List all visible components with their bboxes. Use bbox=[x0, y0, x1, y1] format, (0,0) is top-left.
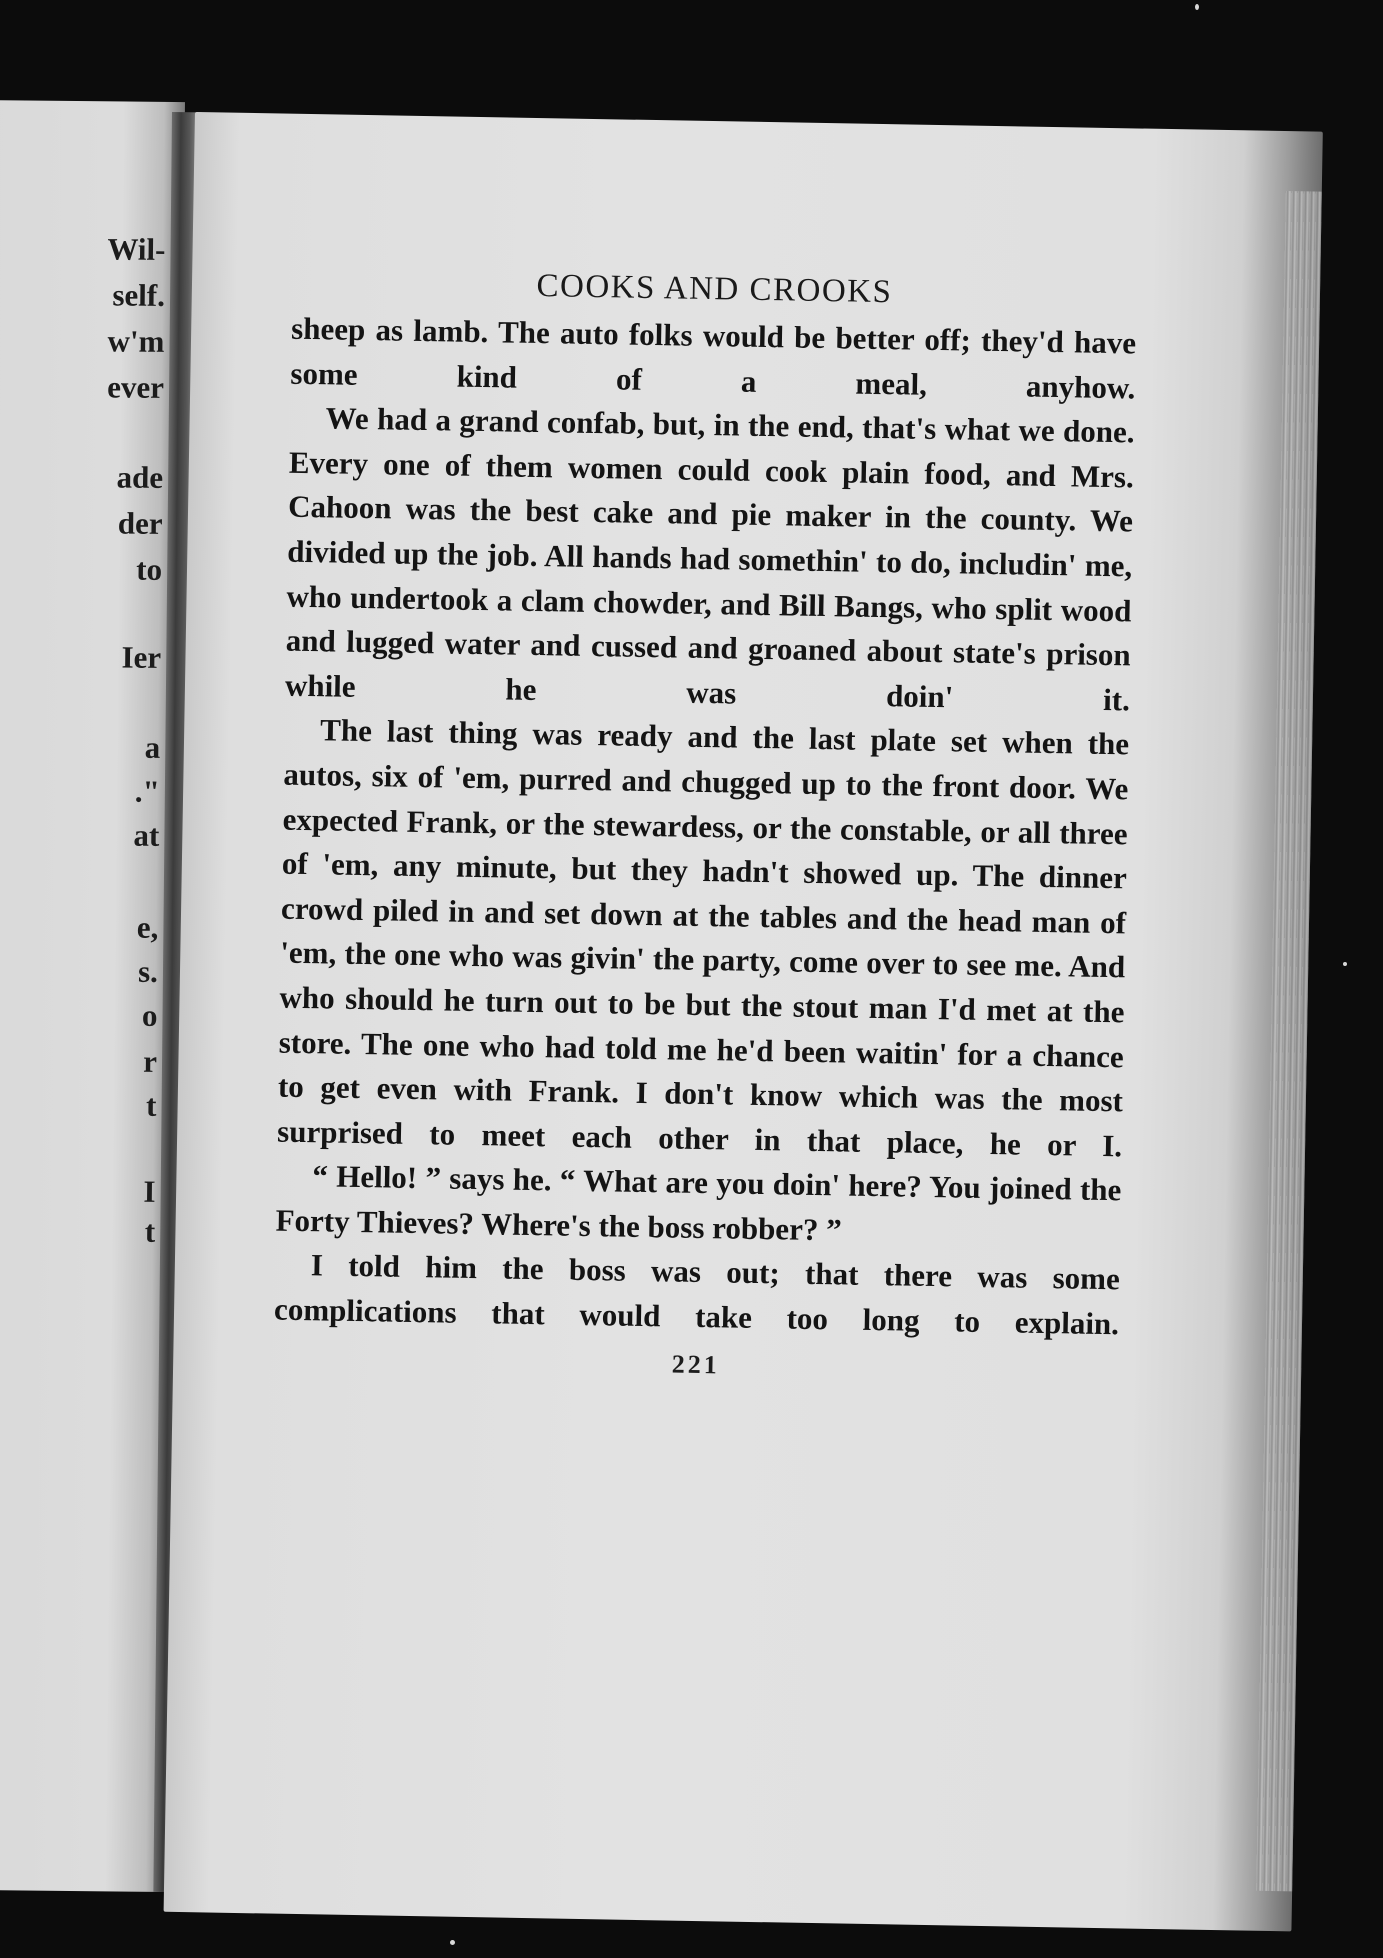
left-page-fragment: Ier bbox=[121, 639, 162, 675]
scan-speck bbox=[450, 1940, 455, 1945]
left-page-fragment: a bbox=[144, 729, 161, 765]
left-page-fragment: ." bbox=[134, 773, 160, 809]
left-page-fragment: e, bbox=[136, 909, 159, 945]
left-page-fragment: t bbox=[145, 1087, 157, 1123]
left-page-fragment: self. bbox=[112, 277, 166, 313]
paragraph: We had a grand confab, but, in the end, that's what we done. Every one of them women could cook plain food, and Mrs. Cahoon was the best cake and pie maker in the county. We divided up the job. All hands had somethin' to do, includin' me, who undertook a clam chowder, and Bill Bangs, who split wood and lugged water and cussed and groaned about state's prison while he was doin' it. bbox=[284, 400, 1135, 718]
paragraph: The last thing was ready and the last plate set when the autos, six of 'em, purred and chugged up to the front door. We expected Frank, or the stewardess, or the constable, or all three of 'em, any minute, but they hadn't showed up. The dinner crowd piled in and set down at the tables and the head man of 'em, the one who was givin' the party, come over to see me. And who should he turn out to be but the stout man I'd met at the store. The one who had told me he'd been waitin' for a chance to get even with Frank. I don't know which was the most surprised to meet each other in that place, he or I. bbox=[276, 712, 1130, 1164]
left-page-fragment: Wil- bbox=[107, 231, 166, 267]
scan-speck bbox=[1195, 4, 1199, 10]
scan-speck bbox=[1343, 962, 1347, 966]
left-page-fragment: ade bbox=[116, 459, 164, 495]
page-text-block bbox=[273, 264, 1137, 1387]
left-page-fragment: der bbox=[117, 505, 163, 541]
running-head: COOKS AND CROOKS bbox=[536, 267, 893, 311]
left-page-fragment: s. bbox=[137, 953, 159, 989]
left-page-fragment: o bbox=[141, 997, 158, 1033]
page-edge-stack bbox=[1256, 191, 1322, 1891]
paragraph: I told him the boss was out; that there was some complications that would take too long to explain. bbox=[273, 1247, 1121, 1342]
book-page-right bbox=[164, 112, 1323, 1931]
paragraph: “ Hello! ” says he. “ What are you doin' here? You joined the Forty Thieves? Where's the boss robber? ” bbox=[275, 1158, 1122, 1248]
left-page-fragment: r bbox=[142, 1043, 158, 1079]
left-page-fragment: w'm bbox=[107, 323, 165, 359]
page-number: 221 bbox=[671, 1349, 720, 1380]
left-page-fragment: to bbox=[136, 551, 163, 587]
left-page-fragment: ever bbox=[107, 369, 165, 405]
left-page-fragment: I bbox=[143, 1173, 156, 1209]
left-page-fragment: t bbox=[144, 1213, 156, 1249]
paragraph: sheep as lamb. The auto folks would be better off; they'd have some kind of a meal, anyhow. bbox=[290, 310, 1137, 406]
left-page-fragment: at bbox=[133, 817, 160, 853]
